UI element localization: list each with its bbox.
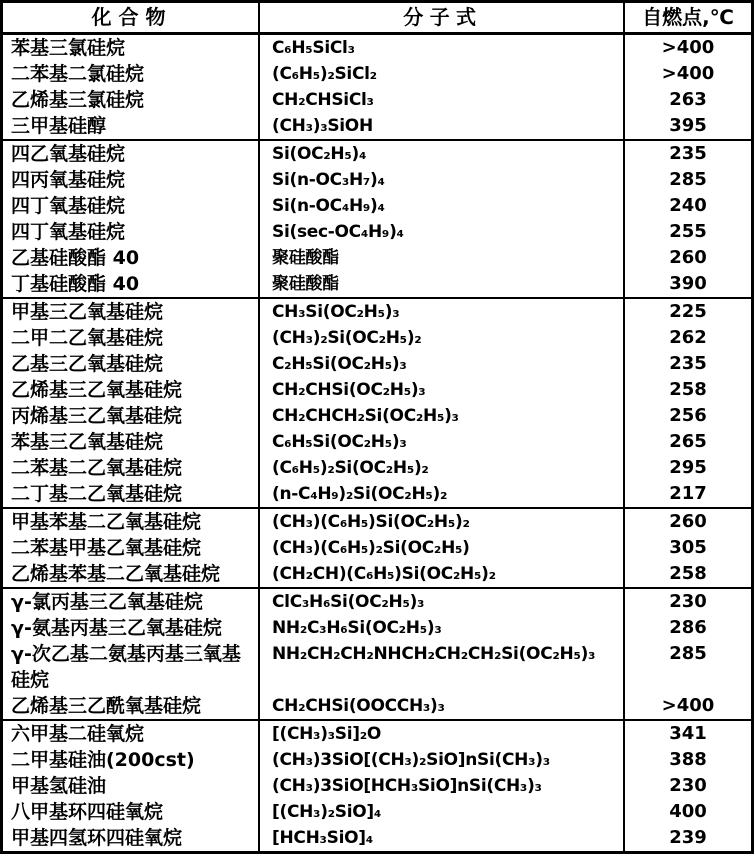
compound-name: 四丙氧基硅烷 bbox=[11, 169, 126, 191]
autoignition-point: >400 bbox=[623, 61, 751, 87]
molecular-formula: (CH₃)3SiO[HCH₃SiO]nSi(CH₃)₃ bbox=[258, 773, 623, 799]
compound-name: 乙烯基三乙酰氧基硅烷 bbox=[11, 695, 202, 717]
autoignition-point: 265 bbox=[623, 429, 751, 455]
table-row bbox=[3, 141, 751, 167]
page-bottom-margin bbox=[0, 854, 754, 865]
table-row bbox=[3, 641, 751, 693]
autoignition-point: >400 bbox=[623, 693, 751, 719]
table-row bbox=[3, 455, 751, 481]
autoignition-point: 286 bbox=[623, 615, 751, 641]
compound-name: 二丁基二乙氧基硅烷 bbox=[11, 483, 183, 505]
table-row bbox=[3, 561, 751, 587]
compound-name: 六甲基二硅氧烷 bbox=[11, 723, 145, 745]
compound-name: 甲基三乙氧基硅烷 bbox=[11, 301, 164, 323]
molecular-formula: C₆H₅Si(OC₂H₅)₃ bbox=[258, 429, 623, 455]
table-row bbox=[3, 589, 751, 615]
molecular-formula: ClC₃H₆Si(OC₂H₅)₃ bbox=[258, 589, 623, 615]
compound-name: 四乙氧基硅烷 bbox=[11, 143, 126, 165]
autoignition-point: 295 bbox=[623, 455, 751, 481]
molecular-formula: NH₂C₃H₆Si(OC₂H₅)₃ bbox=[258, 615, 623, 641]
autoignition-point: 258 bbox=[623, 561, 751, 587]
table-row bbox=[3, 615, 751, 641]
table-row bbox=[3, 773, 751, 799]
molecular-formula: 聚硅酸酯 bbox=[258, 245, 623, 271]
header-molecular-formula: 分 子 式 bbox=[258, 3, 623, 32]
compound-name: 丙烯基三乙氧基硅烷 bbox=[11, 405, 183, 427]
compound-name: γ-次乙基二氨基丙基三氧基硅烷 bbox=[11, 643, 241, 691]
compound-name: 四丁氧基硅烷 bbox=[11, 195, 126, 217]
molecular-formula: NH₂CH₂CH₂NHCH₂CH₂CH₂Si(OC₂H₅)₃ bbox=[258, 641, 623, 693]
autoignition-point: 255 bbox=[623, 219, 751, 245]
molecular-formula: [(CH₃)₂SiO]₄ bbox=[258, 799, 623, 825]
autoignition-point: 217 bbox=[623, 481, 751, 507]
autoignition-point: 262 bbox=[623, 325, 751, 351]
table-row bbox=[3, 481, 751, 507]
compound-name: 二甲基硅油(200cst) bbox=[11, 749, 195, 771]
compound-name: 乙基三乙氧基硅烷 bbox=[11, 353, 164, 375]
molecular-formula: C₆H₅SiCl₃ bbox=[258, 35, 623, 61]
table-section bbox=[3, 139, 751, 297]
compound-name: 乙基硅酸酯 40 bbox=[11, 247, 140, 269]
autoignition-point: >400 bbox=[623, 35, 751, 61]
molecular-formula: (CH₃)3SiO[(CH₃)₂SiO]nSi(CH₃)₃ bbox=[258, 747, 623, 773]
table-row bbox=[3, 509, 751, 535]
compound-name: 乙烯基三氯硅烷 bbox=[11, 89, 145, 111]
compound-name: 二苯基甲基乙氧基硅烷 bbox=[11, 537, 202, 559]
autoignition-point: 256 bbox=[623, 403, 751, 429]
table-row bbox=[3, 271, 751, 297]
header-autoignition-point: 自燃点,℃ bbox=[623, 3, 751, 32]
autoignition-point: 285 bbox=[623, 167, 751, 193]
table-section bbox=[3, 507, 751, 587]
molecular-formula: (C₆H₅)₂Si(OC₂H₅)₂ bbox=[258, 455, 623, 481]
table-row bbox=[3, 721, 751, 747]
molecular-formula: (CH₂CH)(C₆H₅)Si(OC₂H₅)₂ bbox=[258, 561, 623, 587]
table-row bbox=[3, 35, 751, 61]
autoignition-point: 400 bbox=[623, 799, 751, 825]
table-row bbox=[3, 299, 751, 325]
table-row bbox=[3, 747, 751, 773]
compound-name: 二甲二乙氧基硅烷 bbox=[11, 327, 164, 349]
table-row bbox=[3, 351, 751, 377]
molecular-formula: Si(n-OC₃H₇)₄ bbox=[258, 167, 623, 193]
molecular-formula: CH₃Si(OC₂H₅)₃ bbox=[258, 299, 623, 325]
autoignition-point: 235 bbox=[623, 351, 751, 377]
table-row bbox=[3, 403, 751, 429]
compound-name: 苯基三乙氧基硅烷 bbox=[11, 431, 164, 453]
molecular-formula: CH₂CHSiCl₃ bbox=[258, 87, 623, 113]
compound-name: 三甲基硅醇 bbox=[11, 115, 107, 137]
autoignition-point: 305 bbox=[623, 535, 751, 561]
compound-name: 苯基三氯硅烷 bbox=[11, 37, 126, 59]
molecular-formula: (n-C₄H₉)₂Si(OC₂H₅)₂ bbox=[258, 481, 623, 507]
table-section bbox=[3, 35, 751, 139]
table-row bbox=[3, 535, 751, 561]
table-row bbox=[3, 167, 751, 193]
table-section bbox=[3, 297, 751, 507]
molecular-formula: Si(sec-OC₄H₉)₄ bbox=[258, 219, 623, 245]
autoignition-point: 260 bbox=[623, 509, 751, 535]
autoignition-point: 230 bbox=[623, 589, 751, 615]
autoignition-point: 240 bbox=[623, 193, 751, 219]
compound-name: 八甲基环四硅氧烷 bbox=[11, 801, 164, 823]
autoignition-point: 260 bbox=[623, 245, 751, 271]
compound-name: 甲基四氢环四硅氧烷 bbox=[11, 827, 183, 849]
molecular-formula: (CH₃)(C₆H₅)Si(OC₂H₅)₂ bbox=[258, 509, 623, 535]
autoignition-point: 388 bbox=[623, 747, 751, 773]
molecular-formula: [(CH₃)₃Si]₂O bbox=[258, 721, 623, 747]
table-row bbox=[3, 825, 751, 851]
molecular-formula: (CH₃)(C₆H₅)₂Si(OC₂H₅) bbox=[258, 535, 623, 561]
table-row bbox=[3, 245, 751, 271]
compound-name: 四丁氧基硅烷 bbox=[11, 221, 126, 243]
molecular-formula: Si(OC₂H₅)₄ bbox=[258, 141, 623, 167]
compound-name: 甲基氢硅油 bbox=[11, 775, 107, 797]
molecular-formula: (CH₃)₂Si(OC₂H₅)₂ bbox=[258, 325, 623, 351]
autoignition-point: 258 bbox=[623, 377, 751, 403]
compound-name: 乙烯基苯基二乙氧基硅烷 bbox=[11, 563, 221, 585]
compound-name: 丁基硅酸酯 40 bbox=[11, 273, 140, 295]
molecular-formula: CH₂CHSi(OC₂H₅)₃ bbox=[258, 377, 623, 403]
autoignition-point: 225 bbox=[623, 299, 751, 325]
table-row bbox=[3, 193, 751, 219]
autoignition-point: 341 bbox=[623, 721, 751, 747]
compound-name: 甲基苯基二乙氧基硅烷 bbox=[11, 511, 202, 533]
table-row bbox=[3, 377, 751, 403]
compound-name: 二苯基二氯硅烷 bbox=[11, 63, 145, 85]
table-row bbox=[3, 113, 751, 139]
table-section bbox=[3, 587, 751, 719]
autoignition-point: 230 bbox=[623, 773, 751, 799]
molecular-formula: 聚硅酸酯 bbox=[258, 271, 623, 297]
compound-name: 二苯基二乙氧基硅烷 bbox=[11, 457, 183, 479]
table-row bbox=[3, 325, 751, 351]
autoignition-point: 395 bbox=[623, 113, 751, 139]
autoignition-point: 235 bbox=[623, 141, 751, 167]
table-row bbox=[3, 429, 751, 455]
compound-name: γ-氯丙基三乙氧基硅烷 bbox=[11, 591, 203, 613]
table-row bbox=[3, 799, 751, 825]
compound-name: 乙烯基三乙氧基硅烷 bbox=[11, 379, 183, 401]
molecular-formula: [HCH₃SiO]₄ bbox=[258, 825, 623, 851]
molecular-formula: C₂H₅Si(OC₂H₅)₃ bbox=[258, 351, 623, 377]
table-section bbox=[3, 719, 751, 851]
molecular-formula: CH₂CHCH₂Si(OC₂H₅)₃ bbox=[258, 403, 623, 429]
autoignition-point: 263 bbox=[623, 87, 751, 113]
molecular-formula: (CH₃)₃SiOH bbox=[258, 113, 623, 139]
autoignition-point: 390 bbox=[623, 271, 751, 297]
molecular-formula: Si(n-OC₄H₉)₄ bbox=[258, 193, 623, 219]
molecular-formula: CH₂CHSi(OOCCH₃)₃ bbox=[258, 693, 623, 719]
table-header-row bbox=[3, 3, 751, 35]
molecular-formula: (C₆H₅)₂SiCl₂ bbox=[258, 61, 623, 87]
table-row bbox=[3, 693, 751, 719]
autoignition-point: 239 bbox=[623, 825, 751, 851]
header-compound: 化 合 物 bbox=[91, 5, 166, 29]
compound-name: γ-氨基丙基三乙氧基硅烷 bbox=[11, 617, 222, 639]
table-body bbox=[3, 35, 751, 851]
table-row bbox=[3, 61, 751, 87]
table-row bbox=[3, 87, 751, 113]
table-row bbox=[3, 219, 751, 245]
autoignition-point: 285 bbox=[623, 641, 751, 693]
